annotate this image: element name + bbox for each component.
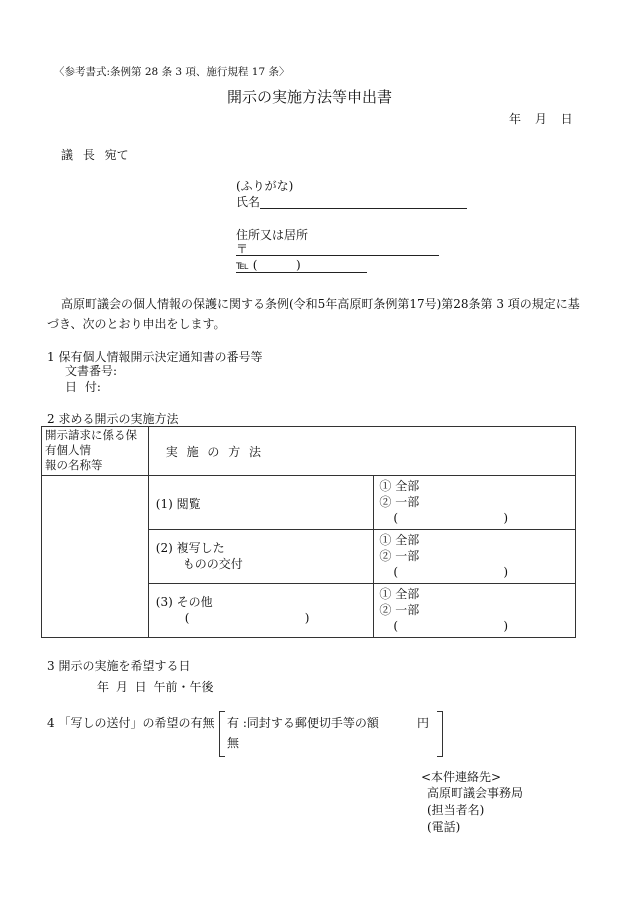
table-row [42, 476, 576, 530]
postal-mark: 〒 [236, 242, 249, 256]
option-partial[interactable]: ② 一部 [379, 549, 420, 563]
option-yes[interactable]: 有 :同封する郵便切手等の額 [227, 716, 379, 730]
header-method [148, 427, 575, 476]
page-title: 開示の実施方法等申出書 [227, 88, 393, 106]
other-paren-open: ( [184, 611, 190, 625]
header-col1-line2: 有個人情 [45, 443, 91, 457]
header-col1-line3: 報の名称等 [45, 458, 103, 472]
info-name-cell[interactable] [42, 476, 149, 638]
date-line: 年 月 日 [509, 112, 573, 126]
address-field[interactable] [236, 240, 439, 256]
method-label-cont: ものの交付 [182, 557, 243, 571]
intro-line-2: づき、次のとおり申出をします。 [47, 317, 226, 331]
option-cell [374, 476, 576, 530]
reference-note: 〈参考書式:条例第 28 条 3 項、施行規程 17 条〉 [54, 66, 290, 78]
paren-open: ( [393, 565, 399, 579]
option-cell [374, 530, 576, 584]
section2-heading: 2 求める開示の実施方法 [47, 412, 179, 426]
contact-phone: (電話) [427, 820, 461, 834]
addressee: 議 長 宛て [61, 148, 129, 162]
method-cell [148, 530, 374, 584]
option-no[interactable]: 無 [227, 736, 240, 750]
section3-heading: 3 開示の実施を希望する日 [47, 659, 191, 673]
paren-close: ) [503, 565, 509, 579]
section4-heading: 4 「写しの送付」の希望の有無 [47, 716, 215, 730]
bracket-left [219, 711, 225, 757]
paren-open: ( [393, 619, 399, 633]
name-field[interactable] [260, 193, 467, 209]
doc-number-label: 文書番号: [65, 364, 118, 378]
header-col2: 実 施 の 方 法 [165, 445, 262, 459]
method-label: (3) その他 [155, 595, 213, 609]
preferred-date[interactable]: 年 月 日 午前・午後 [97, 680, 214, 694]
furigana-label: (ふりがな) [236, 179, 294, 193]
paren-close: ) [503, 511, 509, 525]
method-label: (2) 複写した [155, 541, 225, 555]
paren-open: ( [393, 511, 399, 525]
name-label: 氏名 [236, 195, 261, 209]
disclosure-method-table [41, 426, 576, 638]
bracket-right [437, 711, 443, 757]
intro-line-1: 高原町議会の個人情報の保護に関する条例(令和5年高原町条例第17号)第28条第 3 項の規定に基 [61, 297, 580, 311]
header-col1-line1: 開示請求に係る保 [45, 428, 137, 442]
tel-label: ℡ ( [236, 258, 258, 272]
other-paren-close: ) [304, 611, 310, 625]
section1-heading: 1 保有個人情報開示決定通知書の番号等 [47, 350, 263, 364]
address-label: 住所又は居所 [236, 228, 309, 242]
method-label: (1) 閲覧 [155, 497, 201, 511]
option-partial[interactable]: ② 一部 [379, 603, 420, 617]
method-cell [148, 476, 374, 530]
date-label: 日 付: [65, 380, 101, 394]
tel-field[interactable] [236, 258, 367, 273]
option-cell [374, 584, 576, 638]
tel-close: ) [296, 258, 301, 272]
table-header-row [42, 427, 576, 476]
option-all[interactable]: ① 全部 [379, 533, 420, 547]
yen-label: 円 [417, 716, 430, 730]
option-all[interactable]: ① 全部 [379, 479, 420, 493]
contact-person: (担当者名) [427, 803, 485, 817]
header-info-name [42, 427, 149, 476]
paren-close: ) [503, 619, 509, 633]
option-partial[interactable]: ② 一部 [379, 495, 420, 509]
contact-label: <本件連絡先> [421, 770, 502, 784]
method-cell [148, 584, 374, 638]
option-all[interactable]: ① 全部 [379, 587, 420, 601]
contact-office: 高原町議会事務局 [427, 786, 524, 800]
